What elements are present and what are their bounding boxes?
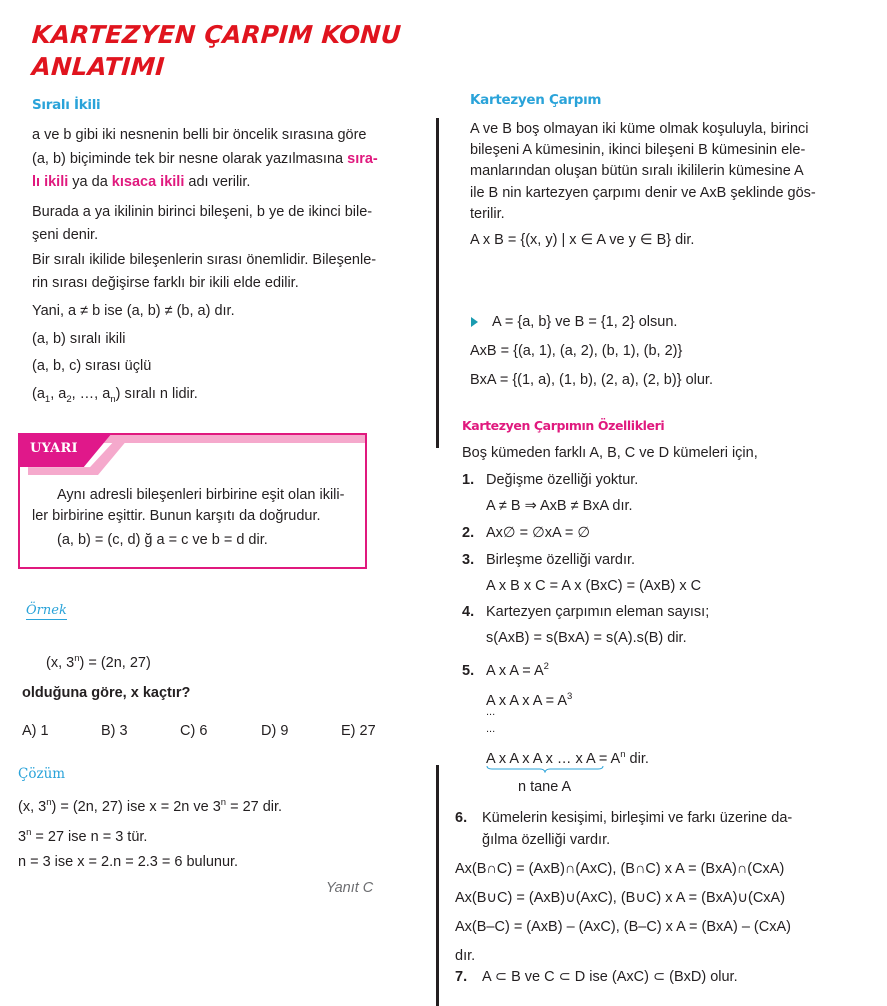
- text: Kümelerin kesişimi, birleşimi ve farkı üzerine da-: [482, 810, 793, 826]
- paragraph-line: rin sırası değişirse farklı bir ikili elde edilir.: [32, 275, 299, 291]
- item-number: 2.: [462, 525, 475, 541]
- distributive-formula: Ax(B∪C) = (AxB)∪(AxC), (B∪C) x A = (BxA)∪(CxA): [455, 890, 786, 906]
- item-number: 7.: [455, 969, 468, 985]
- superscript: n: [74, 653, 80, 664]
- paragraph-line: [32, 151, 378, 167]
- highlight-term: kısaca ikili: [111, 174, 185, 190]
- property-item-2: [462, 525, 590, 541]
- superscript: 2: [543, 661, 549, 672]
- answer-option-c: C) 6: [180, 723, 208, 739]
- text: , …, a: [71, 386, 111, 402]
- example-equation: [46, 653, 151, 671]
- text: A = {a, b} ve B = {1, 2} olsun.: [492, 314, 678, 330]
- paragraph-line: A ve B boş olmayan iki küme olmak koşuluyla, birinci: [470, 121, 809, 137]
- text: Kartezyen çarpımın eleman sayısı;: [486, 604, 710, 620]
- example-given: [471, 314, 677, 330]
- solution-line: [18, 797, 282, 815]
- property-item-5-line: [486, 691, 572, 709]
- text: (a, b) biçiminde tek bir nesne olarak yazılmasına: [32, 151, 348, 167]
- item-number: 3.: [462, 552, 475, 568]
- section-heading-sirali-ikili: Sıralı İkili: [32, 97, 101, 113]
- text: A x A = A: [486, 662, 544, 679]
- brace-label: n tane A: [518, 779, 572, 795]
- text: Birleşme özelliği vardır.: [486, 552, 636, 568]
- page-title-line-1: KARTEZYEN ÇARPIM KONU: [30, 20, 403, 49]
- text: 3: [18, 828, 27, 845]
- superscript: 3: [567, 691, 573, 702]
- text: adı verilir.: [184, 174, 251, 190]
- properties-intro: Boş kümeden farklı A, B, C ve D kümeleri için,: [462, 445, 758, 461]
- paragraph-line: [32, 174, 250, 190]
- property-item-7: [455, 969, 738, 985]
- page-title-line-2: ANLATIMI: [30, 52, 166, 81]
- answer-option-b: B) 3: [101, 723, 128, 739]
- superscript: n: [26, 827, 32, 838]
- subscript: 1: [44, 393, 51, 405]
- item-number: 6.: [455, 810, 468, 826]
- formula-line: (a, b, c) sırası üçlü: [32, 358, 152, 374]
- property-item-6-line: ğılma özelliği vardır.: [482, 832, 611, 848]
- item-number: 4.: [462, 604, 475, 620]
- example-label: Örnek: [26, 603, 67, 618]
- formula-line: (a, b) sıralı ikili: [32, 331, 126, 347]
- paragraph-line: şeni denir.: [32, 227, 99, 243]
- text: A x A x A = A: [486, 692, 568, 709]
- text: = 27 dir.: [226, 798, 283, 815]
- property-item-6: [455, 810, 792, 826]
- property-item-3-formula: A x B x C = A x (BxC) = (AxB) x C: [486, 578, 702, 594]
- ellipsis: ...: [486, 706, 496, 718]
- text: ) = (2n, 27) ise x = 2n ve 3: [51, 798, 221, 815]
- answer-option-a: A) 1: [22, 723, 49, 739]
- paragraph-line: ile B nin kartezyen çarpımı denir ve AxB şeklinde gös-: [470, 185, 816, 201]
- subscript: n: [110, 393, 116, 405]
- property-item-1-formula: A ≠ B ⇒ AxB ≠ BxA dır.: [486, 498, 633, 514]
- text: (x, 3: [46, 654, 75, 671]
- distributive-formula: Ax(B–C) = (AxB) – (AxC), (B–C) x A = (BxA) – (CxA): [455, 919, 791, 935]
- answer-option-d: D) 9: [261, 723, 289, 739]
- property-item-4-formula: s(AxB) = s(BxA) = s(A).s(B) dir.: [486, 630, 687, 646]
- item-number: 1.: [462, 472, 475, 488]
- property-item-3: [462, 552, 635, 568]
- column-divider-top: [436, 118, 439, 448]
- underbrace-icon: [486, 765, 604, 773]
- text: , a: [50, 386, 67, 402]
- solution-line: n = 3 ise x = 2.n = 2.3 = 6 bulunur.: [18, 854, 239, 870]
- solution-label: Çözüm: [18, 766, 66, 782]
- solution-answer: Yanıt C: [326, 880, 374, 896]
- superscript: n: [46, 797, 52, 808]
- property-item-4: [462, 604, 709, 620]
- section-heading-ozellikler: Kartezyen Çarpımın Özellikleri: [462, 418, 665, 433]
- text: dir.: [625, 750, 649, 767]
- text: ) = (2n, 27): [79, 654, 151, 671]
- text: (a: [32, 386, 45, 402]
- paragraph-line: bileşeni A kümesinin, ikinci bileşeni B kümesinin ele-: [470, 142, 806, 158]
- ellipsis: ...: [486, 723, 496, 735]
- paragraph-line: terilir.: [470, 206, 505, 222]
- triangle-bullet-icon: [471, 317, 478, 327]
- item-number: 5.: [462, 662, 475, 679]
- property-item-6-end: dır.: [455, 948, 476, 964]
- warning-text: ler birbirine eşittir. Bunun karşıtı da doğrudur.: [32, 508, 321, 524]
- text: ) sıralı n lidir.: [115, 386, 198, 402]
- section-heading-kartezyen: Kartezyen Çarpım: [470, 92, 602, 108]
- formula-line: Yani, a ≠ b ise (a, b) ≠ (b, a) dır.: [32, 303, 235, 319]
- distributive-formula: Ax(B∩C) = (AxB)∩(AxC), (B∩C) x A = (BxA)∩(CxA): [455, 861, 785, 877]
- text: ya da: [68, 174, 112, 190]
- answer-option-e: E) 27: [341, 723, 376, 739]
- warning-text: Aynı adresli bileşenleri birbirine eşit olan ikili-: [57, 487, 345, 503]
- example-axb: AxB = {(a, 1), (a, 2), (b, 1), (b, 2)}: [470, 343, 683, 359]
- superscript: n: [620, 749, 626, 760]
- text: Ax∅ = ∅xA = ∅: [486, 525, 590, 541]
- superscript: n: [220, 797, 227, 808]
- highlight-term: sıra-: [347, 151, 378, 167]
- highlight-term: lı ikili: [32, 174, 69, 190]
- warning-formula: (a, b) = (c, d) ğ a = c ve b = d dir.: [57, 532, 268, 548]
- solution-line: [18, 827, 147, 845]
- paragraph-line: Bir sıralı ikilide bileşenlerin sırası önemlidir. Bileşenle-: [32, 252, 377, 268]
- property-item-1: [462, 472, 638, 488]
- example-question: olduğuna göre, x kaçtır?: [22, 685, 191, 701]
- definition-formula: A x B = {(x, y) | x ∈ A ve y ∈ B} dir.: [470, 232, 695, 248]
- text: A x A x A x … x A: [486, 750, 595, 767]
- paragraph-line: Burada a ya ikilinin birinci bileşeni, b ye de ikinci bile-: [32, 204, 373, 220]
- subscript: 2: [66, 393, 72, 405]
- warning-box: [18, 433, 367, 569]
- column-divider-bottom: [436, 765, 439, 1006]
- paragraph-line: a ve b gibi iki nesnenin belli bir öncelik sırasına göre: [32, 127, 367, 143]
- paragraph-line: manlarından oluşan bütün sıralı ikililerin kümesine A: [470, 163, 804, 179]
- text: = 27 ise n = 3 tür.: [31, 828, 148, 845]
- text: A ⊂ B ve C ⊂ D ise (AxC) ⊂ (BxD) olur.: [482, 969, 738, 985]
- property-item-5: [462, 661, 549, 679]
- text: (x, 3: [18, 798, 47, 815]
- text: Değişme özelliği yoktur.: [486, 472, 639, 488]
- example-bxa: BxA = {(1, a), (1, b), (2, a), (2, b)} olur.: [470, 372, 713, 388]
- warning-label: UYARI: [30, 441, 78, 456]
- text: = A: [594, 750, 621, 767]
- formula-line: [32, 386, 198, 405]
